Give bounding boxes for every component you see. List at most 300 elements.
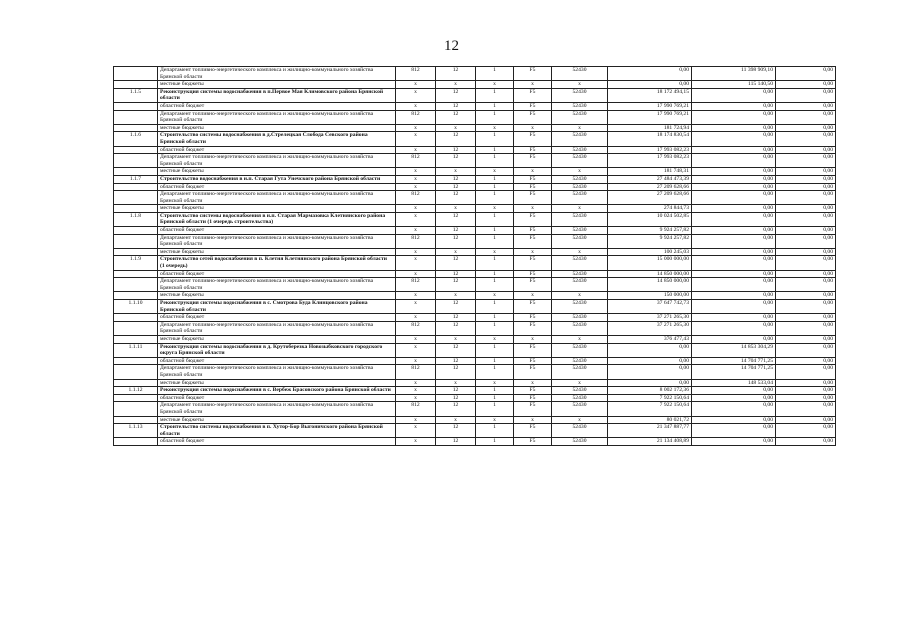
row-name: местные бюджеты	[158, 168, 396, 176]
amount-year-2: 0,00	[692, 124, 776, 132]
code-subsection: 1	[476, 212, 514, 226]
table-row	[114, 278, 836, 292]
amount-year-3: 0,00	[776, 175, 836, 183]
row-number: 1.1.7	[114, 175, 158, 183]
row-name: местные бюджеты	[158, 416, 396, 424]
code-target: 52430	[552, 314, 608, 322]
code-grbs: 812	[396, 365, 436, 379]
row-name: Департамент топливно-энергетического комплекса и жилищно-коммунального хозяйства Брянской области	[158, 154, 396, 168]
amount-year-2: 0,00	[692, 321, 776, 335]
amount-year-3: 0,00	[776, 88, 836, 102]
row-number	[114, 227, 158, 235]
code-project: F5	[514, 67, 552, 81]
row-name: местные бюджеты	[158, 248, 396, 256]
table-row	[114, 67, 836, 81]
table-row	[114, 154, 836, 168]
code-section: x	[436, 292, 476, 300]
amount-year-3: 0,00	[776, 102, 836, 110]
row-name: областной бюджет	[158, 227, 396, 235]
code-subsection: 1	[476, 278, 514, 292]
code-project: F5	[514, 343, 552, 357]
amount-year-1: 9 924 257,82	[608, 227, 692, 235]
code-grbs: 812	[396, 278, 436, 292]
code-project: F5	[514, 154, 552, 168]
row-name: областной бюджет	[158, 270, 396, 278]
code-project: F5	[514, 183, 552, 191]
amount-year-1: 27 484 473,39	[608, 175, 692, 183]
table-row	[114, 168, 836, 176]
code-subsection: 1	[476, 154, 514, 168]
code-section: 12	[436, 227, 476, 235]
row-number: 1.1.8	[114, 212, 158, 226]
row-number	[114, 394, 158, 402]
code-target: 52430	[552, 183, 608, 191]
amount-year-1: 27 209 628,66	[608, 183, 692, 191]
table-row	[114, 110, 836, 124]
row-number	[114, 248, 158, 256]
amount-year-3: 0,00	[776, 365, 836, 379]
row-number	[114, 270, 158, 278]
budget-table	[113, 66, 836, 446]
code-section: 12	[436, 132, 476, 146]
amount-year-2: 115 140,50	[692, 81, 776, 89]
code-project: F5	[514, 387, 552, 395]
amount-year-1: 18 172 494,15	[608, 88, 692, 102]
amount-year-3: 0,00	[776, 402, 836, 416]
row-number	[114, 335, 158, 343]
row-number: 1.1.10	[114, 300, 158, 314]
code-subsection: 1	[476, 387, 514, 395]
row-number	[114, 110, 158, 124]
amount-year-3: 0,00	[776, 300, 836, 314]
code-section: x	[436, 379, 476, 387]
code-target: 52430	[552, 438, 608, 446]
amount-year-2: 0,00	[692, 227, 776, 235]
amount-year-2: 0,00	[692, 314, 776, 322]
code-project: F5	[514, 227, 552, 235]
code-grbs: x	[396, 124, 436, 132]
code-grbs: 812	[396, 67, 436, 81]
amount-year-1: 15 000 000,00	[608, 256, 692, 270]
amount-year-3: 0,00	[776, 205, 836, 213]
amount-year-2: 14 704 771,25	[692, 357, 776, 365]
code-target: 52430	[552, 343, 608, 357]
amount-year-1: 17 993 082,23	[608, 146, 692, 154]
table-row	[114, 88, 836, 102]
amount-year-2: 14 704 771,25	[692, 365, 776, 379]
code-target: x	[552, 416, 608, 424]
code-grbs: x	[396, 335, 436, 343]
amount-year-1: 100 245,03	[608, 248, 692, 256]
code-section: x	[436, 248, 476, 256]
code-subsection: 1	[476, 132, 514, 146]
code-subsection: 1	[476, 191, 514, 205]
amount-year-3: 0,00	[776, 379, 836, 387]
amount-year-2: 0,00	[692, 132, 776, 146]
code-subsection: 1	[476, 321, 514, 335]
code-project: F5	[514, 394, 552, 402]
amount-year-2: 0,00	[692, 154, 776, 168]
code-target: x	[552, 379, 608, 387]
row-number: 1.1.9	[114, 256, 158, 270]
row-name: местные бюджеты	[158, 124, 396, 132]
row-name: местные бюджеты	[158, 379, 396, 387]
amount-year-2: 0,00	[692, 212, 776, 226]
code-section: 12	[436, 212, 476, 226]
code-section: 12	[436, 321, 476, 335]
amount-year-3: 0,00	[776, 168, 836, 176]
code-project: x	[514, 81, 552, 89]
code-grbs: x	[396, 314, 436, 322]
page-number: 12	[444, 38, 459, 54]
row-number	[114, 124, 158, 132]
code-project: F5	[514, 88, 552, 102]
row-number	[114, 205, 158, 213]
row-number	[114, 154, 158, 168]
amount-year-1: 37 271 265,30	[608, 321, 692, 335]
row-name: областной бюджет	[158, 438, 396, 446]
amount-year-1: 181 724,94	[608, 124, 692, 132]
amount-year-3: 0,00	[776, 292, 836, 300]
code-project: x	[514, 379, 552, 387]
code-target: x	[552, 81, 608, 89]
amount-year-2: 0,00	[692, 416, 776, 424]
amount-year-1: 37 271 265,30	[608, 314, 692, 322]
code-grbs: x	[396, 132, 436, 146]
code-grbs: x	[396, 300, 436, 314]
amount-year-3: 0,00	[776, 321, 836, 335]
code-grbs: x	[396, 102, 436, 110]
row-name: областной бюджет	[158, 102, 396, 110]
amount-year-1: 274 844,73	[608, 205, 692, 213]
table-row	[114, 227, 836, 235]
code-section: 12	[436, 67, 476, 81]
code-project: F5	[514, 300, 552, 314]
amount-year-2: 0,00	[692, 335, 776, 343]
row-number: 1.1.6	[114, 132, 158, 146]
amount-year-3: 0,00	[776, 191, 836, 205]
code-target: 52430	[552, 132, 608, 146]
amount-year-3: 0,00	[776, 110, 836, 124]
amount-year-1: 10 024 502,85	[608, 212, 692, 226]
code-grbs: x	[396, 175, 436, 183]
code-target: 52430	[552, 234, 608, 248]
amount-year-3: 0,00	[776, 256, 836, 270]
code-subsection: x	[476, 416, 514, 424]
table-row	[114, 234, 836, 248]
row-name: Реконструкция системы водоснабжения в д. Крутоберезка Новозыбковского городского округа Брянской области	[158, 343, 396, 357]
code-subsection: 1	[476, 438, 514, 446]
code-grbs: x	[396, 379, 436, 387]
code-subsection: 1	[476, 314, 514, 322]
amount-year-2: 0,00	[692, 183, 776, 191]
code-grbs: x	[396, 292, 436, 300]
amount-year-3: 0,00	[776, 343, 836, 357]
code-section: x	[436, 335, 476, 343]
amount-year-2: 0,00	[692, 278, 776, 292]
code-section: 12	[436, 183, 476, 191]
code-grbs: x	[396, 227, 436, 235]
code-subsection: 1	[476, 102, 514, 110]
amount-year-2: 0,00	[692, 205, 776, 213]
amount-year-3: 0,00	[776, 335, 836, 343]
amount-year-2: 0,00	[692, 234, 776, 248]
code-grbs: 812	[396, 234, 436, 248]
code-section: x	[436, 81, 476, 89]
amount-year-1: 17 990 769,21	[608, 110, 692, 124]
code-target: 52430	[552, 278, 608, 292]
row-number	[114, 234, 158, 248]
code-grbs: 812	[396, 154, 436, 168]
code-project: F5	[514, 357, 552, 365]
code-project: F5	[514, 175, 552, 183]
amount-year-3: 0,00	[776, 438, 836, 446]
amount-year-2: 0,00	[692, 88, 776, 102]
row-name: Строительство системы водоснабжения в п. Хутор-Бор Выгоничского района Брянской области	[158, 424, 396, 438]
amount-year-3: 0,00	[776, 67, 836, 81]
row-name: местные бюджеты	[158, 292, 396, 300]
amount-year-1: 376 477,43	[608, 335, 692, 343]
row-name: областной бюджет	[158, 394, 396, 402]
table-row	[114, 256, 836, 270]
amount-year-3: 0,00	[776, 416, 836, 424]
row-name: Строительство водоснабжения в н.п. Старая Гута Унечского района Брянской области	[158, 175, 396, 183]
amount-year-1: 0,00	[608, 365, 692, 379]
amount-year-1: 14 850 000,00	[608, 270, 692, 278]
amount-year-1: 17 990 769,21	[608, 102, 692, 110]
code-target: 52430	[552, 357, 608, 365]
amount-year-3: 0,00	[776, 357, 836, 365]
amount-year-3: 0,00	[776, 124, 836, 132]
row-number: 1.1.5	[114, 88, 158, 102]
table-row	[114, 146, 836, 154]
code-section: 12	[436, 343, 476, 357]
code-target: 52430	[552, 212, 608, 226]
amount-year-2: 0,00	[692, 424, 776, 438]
amount-year-2: 0,00	[692, 146, 776, 154]
row-name: Департамент топливно-энергетического комплекса и жилищно-коммунального хозяйства Брянской области	[158, 278, 396, 292]
table-row	[114, 175, 836, 183]
code-grbs: 812	[396, 321, 436, 335]
code-project: F5	[514, 321, 552, 335]
code-target: x	[552, 248, 608, 256]
code-project: F5	[514, 278, 552, 292]
amount-year-3: 0,00	[776, 314, 836, 322]
amount-year-2: 148 533,04	[692, 379, 776, 387]
table-row	[114, 343, 836, 357]
row-number	[114, 402, 158, 416]
table-row	[114, 357, 836, 365]
amount-year-1: 0,00	[608, 379, 692, 387]
code-target: 52430	[552, 256, 608, 270]
row-name: Реконструкция системы водоснабжения в с. Смотрова Буда Клинцовского района Брянской области	[158, 300, 396, 314]
table-row	[114, 300, 836, 314]
code-project: F5	[514, 424, 552, 438]
code-section: 12	[436, 365, 476, 379]
amount-year-1: 7 922 150,64	[608, 402, 692, 416]
code-grbs: x	[396, 81, 436, 89]
table-row	[114, 416, 836, 424]
row-number	[114, 357, 158, 365]
code-section: 12	[436, 88, 476, 102]
code-project: F5	[514, 256, 552, 270]
code-subsection: 1	[476, 88, 514, 102]
code-target: 52430	[552, 110, 608, 124]
amount-year-3: 0,00	[776, 227, 836, 235]
code-target: x	[552, 168, 608, 176]
amount-year-1: 18 174 830,54	[608, 132, 692, 146]
code-section: 12	[436, 270, 476, 278]
row-name: Департамент топливно-энергетического комплекса и жилищно-коммунального хозяйства Брянской области	[158, 234, 396, 248]
table-row	[114, 81, 836, 89]
row-name: Департамент топливно-энергетического комплекса и жилищно-коммунального хозяйства Брянской области	[158, 110, 396, 124]
amount-year-2: 0,00	[692, 175, 776, 183]
amount-year-1: 0,00	[608, 81, 692, 89]
code-target: 52430	[552, 102, 608, 110]
table-row	[114, 394, 836, 402]
code-project: F5	[514, 438, 552, 446]
code-target: 52430	[552, 387, 608, 395]
code-target: 52430	[552, 321, 608, 335]
code-project: F5	[514, 110, 552, 124]
code-target: x	[552, 335, 608, 343]
row-name: Департамент топливно-энергетического комплекса и жилищно-коммунального хозяйства Брянской области	[158, 365, 396, 379]
row-number	[114, 314, 158, 322]
row-number: 1.1.11	[114, 343, 158, 357]
code-target: 52430	[552, 154, 608, 168]
code-section: 12	[436, 314, 476, 322]
code-grbs: x	[396, 146, 436, 154]
code-target: 52430	[552, 67, 608, 81]
code-grbs: 812	[396, 402, 436, 416]
amount-year-1: 8 002 172,36	[608, 387, 692, 395]
code-grbs: x	[396, 212, 436, 226]
code-target: 52430	[552, 227, 608, 235]
row-name: Департамент топливно-энергетического комплекса и жилищно-коммунального хозяйства Брянской области	[158, 402, 396, 416]
code-project: F5	[514, 365, 552, 379]
code-project: x	[514, 416, 552, 424]
row-number	[114, 292, 158, 300]
code-subsection: 1	[476, 146, 514, 154]
code-target: 52430	[552, 300, 608, 314]
code-grbs: x	[396, 357, 436, 365]
row-number	[114, 191, 158, 205]
code-grbs: x	[396, 424, 436, 438]
amount-year-2: 14 853 304,29	[692, 343, 776, 357]
code-target: 52430	[552, 88, 608, 102]
code-grbs: x	[396, 256, 436, 270]
code-subsection: 1	[476, 110, 514, 124]
row-name: областной бюджет	[158, 314, 396, 322]
code-project: x	[514, 205, 552, 213]
code-grbs: x	[396, 438, 436, 446]
row-number	[114, 278, 158, 292]
code-subsection: 1	[476, 234, 514, 248]
code-target: 52430	[552, 402, 608, 416]
code-subsection: 1	[476, 424, 514, 438]
code-project: F5	[514, 270, 552, 278]
code-section: 12	[436, 357, 476, 365]
amount-year-1: 9 924 257,82	[608, 234, 692, 248]
amount-year-1: 14 850 000,00	[608, 278, 692, 292]
code-project: F5	[514, 102, 552, 110]
code-section: 12	[436, 146, 476, 154]
code-grbs: 812	[396, 110, 436, 124]
amount-year-3: 0,00	[776, 154, 836, 168]
code-target: 52430	[552, 365, 608, 379]
code-target: 52430	[552, 270, 608, 278]
amount-year-2: 0,00	[692, 102, 776, 110]
amount-year-1: 181 748,31	[608, 168, 692, 176]
code-project: x	[514, 248, 552, 256]
row-number: 1.1.12	[114, 387, 158, 395]
code-target: x	[552, 205, 608, 213]
code-subsection: x	[476, 168, 514, 176]
code-target: x	[552, 292, 608, 300]
code-section: x	[436, 416, 476, 424]
amount-year-3: 0,00	[776, 270, 836, 278]
row-name: Департамент топливно-энергетического комплекса и жилищно-коммунального хозяйства Брянской области	[158, 191, 396, 205]
table-row	[114, 248, 836, 256]
code-subsection: x	[476, 292, 514, 300]
amount-year-2: 0,00	[692, 191, 776, 205]
code-grbs: 812	[396, 191, 436, 205]
amount-year-1: 7 922 150,64	[608, 394, 692, 402]
code-subsection: 1	[476, 67, 514, 81]
amount-year-3: 0,00	[776, 132, 836, 146]
amount-year-1: 27 209 628,66	[608, 191, 692, 205]
row-number	[114, 183, 158, 191]
amount-year-2: 0,00	[692, 248, 776, 256]
code-project: x	[514, 168, 552, 176]
row-name: Строительство системы водоснабжения в н.п. Старая Мармазовка Клетнянского района Брянской области (1 очередь строительства)	[158, 212, 396, 226]
code-section: 12	[436, 102, 476, 110]
code-subsection: 1	[476, 175, 514, 183]
amount-year-2: 0,00	[692, 387, 776, 395]
code-subsection: 1	[476, 402, 514, 416]
amount-year-3: 0,00	[776, 424, 836, 438]
table-row	[114, 379, 836, 387]
code-grbs: x	[396, 387, 436, 395]
table-row	[114, 424, 836, 438]
code-subsection: 1	[476, 227, 514, 235]
amount-year-3: 0,00	[776, 278, 836, 292]
table-row	[114, 124, 836, 132]
table-row	[114, 321, 836, 335]
code-project: F5	[514, 146, 552, 154]
code-project: F5	[514, 132, 552, 146]
amount-year-3: 0,00	[776, 81, 836, 89]
code-grbs: x	[396, 88, 436, 102]
code-project: x	[514, 335, 552, 343]
code-project: F5	[514, 234, 552, 248]
amount-year-1: 21 347 887,77	[608, 424, 692, 438]
code-section: 12	[436, 110, 476, 124]
code-section: 12	[436, 234, 476, 248]
table-row	[114, 132, 836, 146]
amount-year-1: 0,00	[608, 343, 692, 357]
amount-year-3: 0,00	[776, 394, 836, 402]
table-row	[114, 314, 836, 322]
code-section: 12	[436, 175, 476, 183]
code-grbs: x	[396, 394, 436, 402]
code-grbs: x	[396, 205, 436, 213]
table-row	[114, 205, 836, 213]
code-section: 12	[436, 191, 476, 205]
amount-year-2: 0,00	[692, 270, 776, 278]
code-target: 52430	[552, 424, 608, 438]
row-name: Реконструкция системы водоснабжения в с. Вербеж Брасовского района Брянской области	[158, 387, 396, 395]
